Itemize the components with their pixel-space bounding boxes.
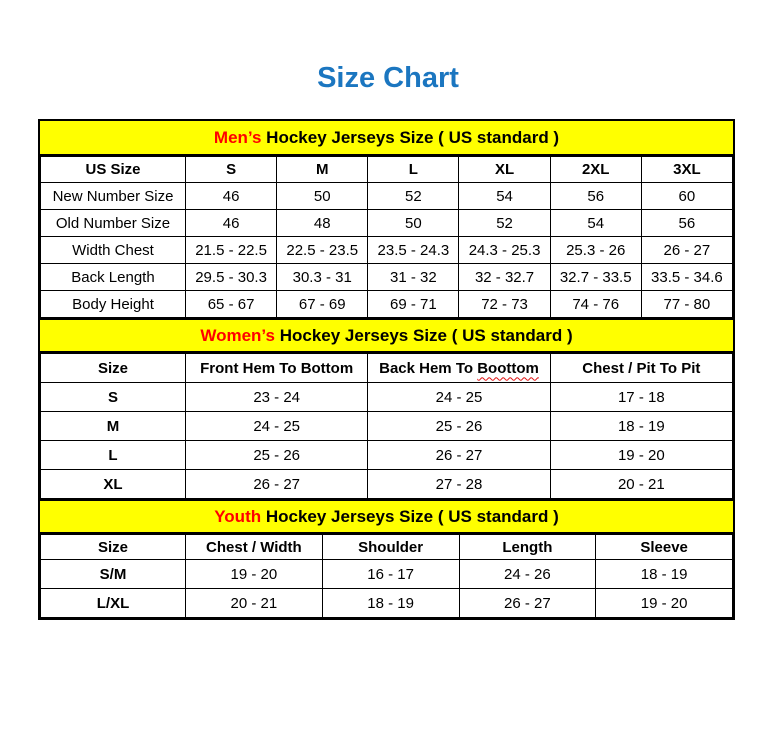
mens-section-banner <box>40 121 733 156</box>
page-title: Size Chart <box>317 62 459 94</box>
row-label: Width Chest <box>41 237 186 264</box>
cell: 50 <box>277 183 368 210</box>
table-row <box>41 237 733 264</box>
column-header: Size <box>41 354 186 383</box>
table-row <box>41 210 733 237</box>
cell: 56 <box>550 183 641 210</box>
cell: 23 - 24 <box>186 383 368 412</box>
cell: 24 - 26 <box>459 560 596 589</box>
cell: 77 - 80 <box>641 291 732 318</box>
table-row <box>41 264 733 291</box>
cell: 31 - 32 <box>368 264 459 291</box>
womens-banner-text: Hockey Jerseys Size ( US standard ) <box>274 325 573 345</box>
cell: 56 <box>641 210 732 237</box>
cell: 32.7 - 33.5 <box>550 264 641 291</box>
table-row <box>41 383 733 412</box>
column-header-text: Back Hem To <box>379 359 478 377</box>
cell: 26 - 27 <box>186 470 368 499</box>
cell: 25 - 26 <box>186 441 368 470</box>
misspelled-word: Boottom <box>477 359 539 377</box>
column-header: 3XL <box>641 157 732 183</box>
table-row <box>41 589 733 618</box>
cell: 52 <box>368 183 459 210</box>
column-header: 2XL <box>550 157 641 183</box>
cell: 65 - 67 <box>186 291 277 318</box>
cell: 33.5 - 34.6 <box>641 264 732 291</box>
cell: 24 - 25 <box>186 412 368 441</box>
cell: 52 <box>459 210 550 237</box>
cell: 54 <box>459 183 550 210</box>
cell: 19 - 20 <box>186 560 323 589</box>
womens-banner-highlight: Women’s <box>200 325 275 345</box>
table-row <box>41 412 733 441</box>
row-label: L/XL <box>41 589 186 618</box>
column-header: Length <box>459 535 596 560</box>
cell: 18 - 19 <box>550 412 732 441</box>
cell: 24.3 - 25.3 <box>459 237 550 264</box>
size-chart-container <box>38 119 735 620</box>
cell: 74 - 76 <box>550 291 641 318</box>
cell: 50 <box>368 210 459 237</box>
cell: 26 - 27 <box>368 441 550 470</box>
cell: 16 - 17 <box>322 560 459 589</box>
cell: 25.3 - 26 <box>550 237 641 264</box>
youth-banner-text: Hockey Jerseys Size ( US standard ) <box>261 506 559 526</box>
column-header: Sleeve <box>596 535 733 560</box>
column-header: S <box>186 157 277 183</box>
column-header-with-misspelling <box>368 354 550 383</box>
cell: 18 - 19 <box>596 560 733 589</box>
mens-size-table <box>40 156 733 318</box>
column-header: Front Hem To Bottom <box>186 354 368 383</box>
cell: 17 - 18 <box>550 383 732 412</box>
row-label: Back Length <box>41 264 186 291</box>
mens-header-row <box>41 157 733 183</box>
row-label: L <box>41 441 186 470</box>
cell: 27 - 28 <box>368 470 550 499</box>
cell: 46 <box>186 183 277 210</box>
cell: 60 <box>641 183 732 210</box>
mens-banner-highlight: Men’s <box>213 127 262 147</box>
cell: 29.5 - 30.3 <box>186 264 277 291</box>
column-header: Chest / Width <box>186 535 323 560</box>
cell: 30.3 - 31 <box>277 264 368 291</box>
row-label: Body Height <box>41 291 186 318</box>
womens-size-table <box>40 353 733 499</box>
row-label: S/M <box>41 560 186 589</box>
youth-banner-highlight: Youth <box>214 506 262 526</box>
column-header: XL <box>459 157 550 183</box>
cell: 54 <box>550 210 641 237</box>
row-label: S <box>41 383 186 412</box>
cell: 19 - 20 <box>550 441 732 470</box>
cell: 26 - 27 <box>641 237 732 264</box>
womens-section-banner <box>40 318 733 353</box>
cell: 67 - 69 <box>277 291 368 318</box>
mens-banner-text: Hockey Jerseys Size ( US standard ) <box>261 127 560 147</box>
cell: 69 - 71 <box>368 291 459 318</box>
cell: 25 - 26 <box>368 412 550 441</box>
row-label: Old Number Size <box>41 210 186 237</box>
cell: 18 - 19 <box>322 589 459 618</box>
row-label: M <box>41 412 186 441</box>
cell: 48 <box>277 210 368 237</box>
table-row <box>41 183 733 210</box>
row-label: XL <box>41 470 186 499</box>
cell: 46 <box>186 210 277 237</box>
womens-header-row <box>41 354 733 383</box>
cell: 72 - 73 <box>459 291 550 318</box>
cell: 19 - 20 <box>596 589 733 618</box>
cell: 26 - 27 <box>459 589 596 618</box>
youth-size-table <box>40 534 733 618</box>
cell: 24 - 25 <box>368 383 550 412</box>
column-header: US Size <box>41 157 186 183</box>
column-header: M <box>277 157 368 183</box>
column-header: Shoulder <box>322 535 459 560</box>
cell: 20 - 21 <box>550 470 732 499</box>
row-label: New Number Size <box>41 183 186 210</box>
table-row <box>41 470 733 499</box>
youth-section-banner <box>40 499 733 534</box>
table-row <box>41 560 733 589</box>
youth-header-row <box>41 535 733 560</box>
cell: 23.5 - 24.3 <box>368 237 459 264</box>
cell: 21.5 - 22.5 <box>186 237 277 264</box>
table-row <box>41 441 733 470</box>
cell: 20 - 21 <box>186 589 323 618</box>
column-header: Chest / Pit To Pit <box>550 354 732 383</box>
cell: 32 - 32.7 <box>459 264 550 291</box>
table-row <box>41 291 733 318</box>
column-header: L <box>368 157 459 183</box>
column-header: Size <box>41 535 186 560</box>
cell: 22.5 - 23.5 <box>277 237 368 264</box>
